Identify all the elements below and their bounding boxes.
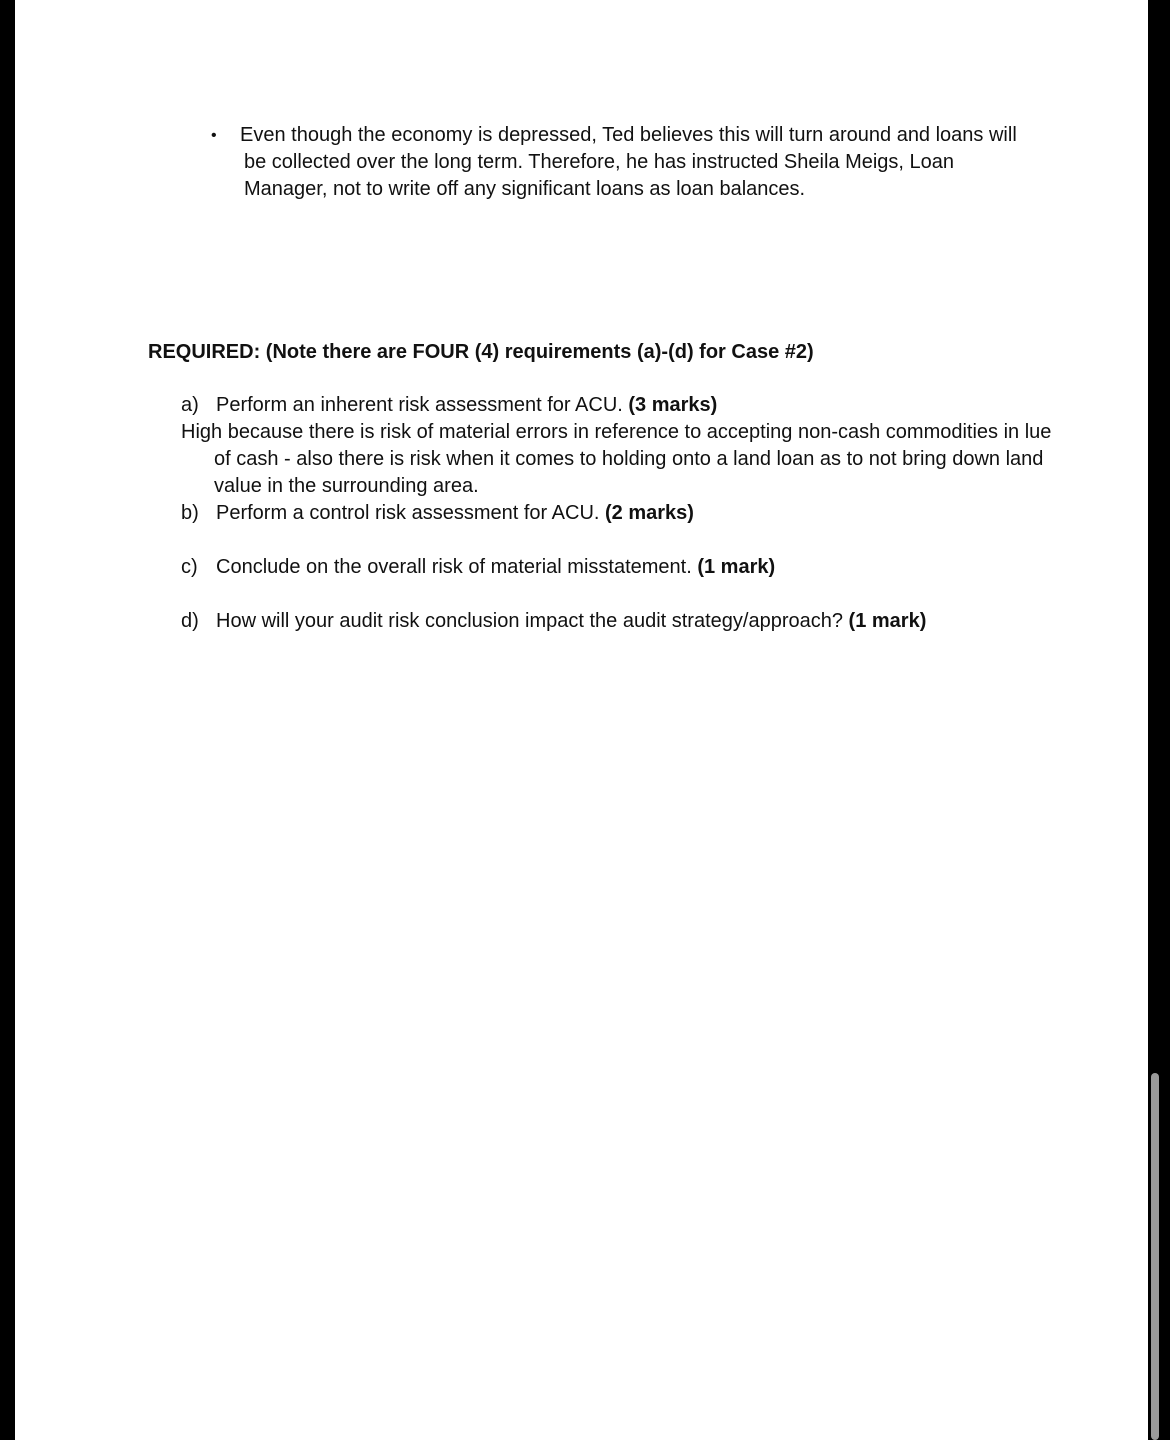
requirement-text: Conclude on the overall risk of material misstatement. xyxy=(216,556,692,578)
requirement-text: Perform a control risk assessment for ACU. xyxy=(216,502,600,524)
requirement-label: b) xyxy=(181,502,199,524)
required-heading: REQUIRED: (Note there are FOUR (4) requirements (a)-(d) for Case #2) xyxy=(148,341,814,363)
bullet-icon: • xyxy=(211,127,217,144)
requirement-b xyxy=(181,500,694,527)
requirement-marks: (1 mark) xyxy=(697,556,776,578)
requirement-label: d) xyxy=(181,610,199,632)
requirement-marks: (1 mark) xyxy=(848,610,927,632)
requirement-d xyxy=(181,608,926,635)
requirement-label: c) xyxy=(181,556,198,578)
requirement-text: How will your audit risk conclusion impact the audit strategy/approach? xyxy=(216,610,843,632)
requirement-marks: (3 marks) xyxy=(628,394,718,416)
requirement-a xyxy=(181,392,717,419)
requirement-text: Perform an inherent risk assessment for ACU. xyxy=(216,394,623,416)
scrollbar-thumb[interactable] xyxy=(1151,1073,1159,1440)
requirement-c xyxy=(181,554,775,581)
requirement-label: a) xyxy=(181,394,199,416)
document-page xyxy=(15,0,1148,1440)
bullet-text: Even though the economy is depressed, Ted believes this will turn around and loans will be collected over the long term. Therefore, he has instructed Sheila Meigs, Loan Manager, not to write off any significant loans as loan balances. xyxy=(240,124,1017,200)
requirement-marks: (2 marks) xyxy=(605,502,694,524)
answer-a: High because there is risk of material errors in reference to accepting non-cash commodities in lue of cash - also there is risk when it comes to holding onto a land loan as to not bring down land value in the surrounding area. xyxy=(181,421,1052,497)
